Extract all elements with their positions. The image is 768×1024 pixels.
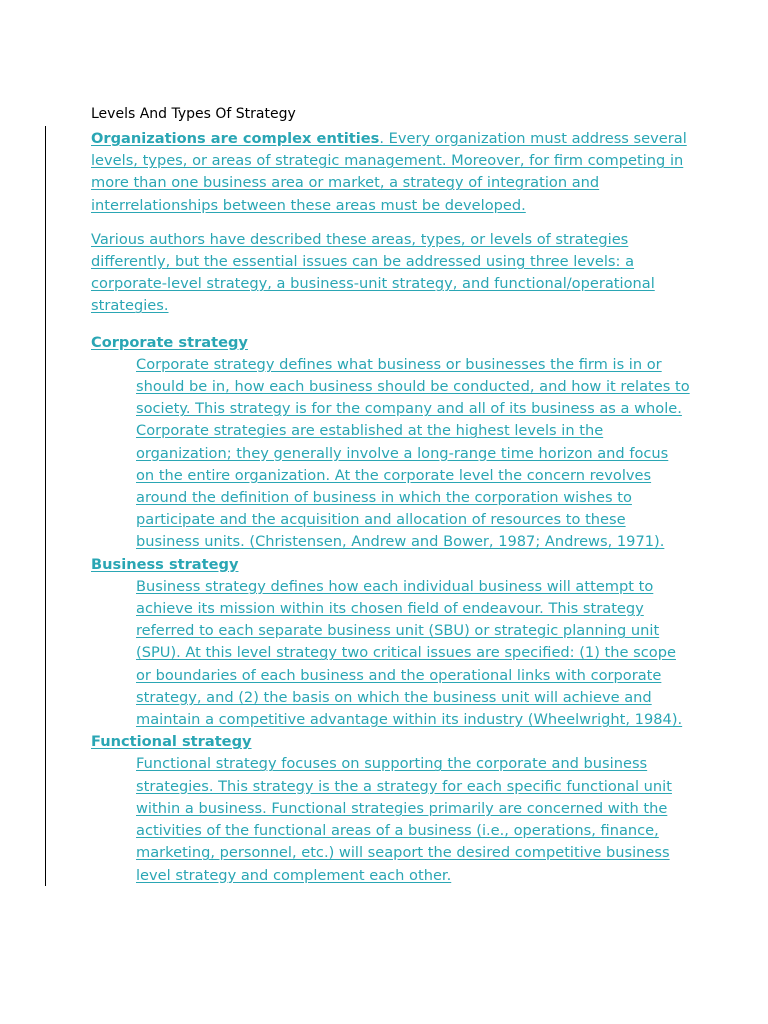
intro-lead: Organizations are complex entities: [91, 130, 380, 147]
section-body-functional-text: Functional strategy focuses on supporting the corporate and business strategies. This strategy is the a strategy for each specific functional unit within a business. Functional strategies primarily are concerned with the activities of the functional areas of a business (i.e., operations, finance, marketing, personnel, etc.) will seaport the desired competitive business level strategy and complement each other.: [136, 755, 672, 884]
revision-change-bar: [45, 126, 46, 886]
levels-paragraph: [91, 229, 691, 318]
levels-paragraph-text: Various authors have described these areas, types, or levels of strategies differently, but the essential issues can be addressed using three levels: a corporate-level strategy, a business-unit strategy, and functional/operational strategies.: [91, 230, 655, 315]
section-heading-functional-text: Functional strategy: [91, 733, 252, 751]
section-heading-business: [91, 554, 691, 576]
section-heading-corporate: [91, 332, 691, 354]
section-body-corporate: [91, 354, 691, 554]
document-body: [91, 128, 691, 887]
document-title: Levels And Types Of Strategy: [91, 106, 296, 122]
intro-lead-punct: .: [379, 130, 385, 147]
section-body-business: [91, 576, 691, 731]
section-body-business-text: Business strategy defines how each individual business will attempt to achieve its mission within its chosen field of endeavour. This strategy referred to each separate business unit (SBU) or strategic planning unit (SPU). At this level strategy two critical issues are specified: (1) the scope or boundaries of each business and the operational links with corporate strategy, and (2) the basis on which the business unit will achieve and maintain a competitive advantage within its industry (Wheelwright, 1984).: [136, 577, 683, 729]
section-heading-functional: [91, 731, 691, 753]
section-heading-business-text: Business strategy: [91, 555, 239, 573]
section-heading-corporate-text: Corporate strategy: [91, 333, 248, 351]
section-body-corporate-text: Corporate strategy defines what business or businesses the firm is in or should be in, how each business should be conducted, and how it relates to society. This strategy is for the company and all of its business as a whole. Corporate strategies are established at the highest levels in the organization; they generally involve a long-range time horizon and focus on the entire organization. At the corporate level the concern revolves around the definition of business in which the corporation wishes to participate and the acquisition and allocation of resources to these business units. (Christensen, Andrew and Bower, 1987; Andrews, 1971).: [136, 355, 690, 551]
intro-rest: Every organization must address several levels, types, or areas of strategic management. Moreover, for firm competing in more than one business area or market, a strategy of integration and interrelationships between these areas must be developed.: [91, 130, 687, 214]
section-body-functional: [91, 753, 691, 886]
intro-paragraph: [91, 128, 691, 217]
